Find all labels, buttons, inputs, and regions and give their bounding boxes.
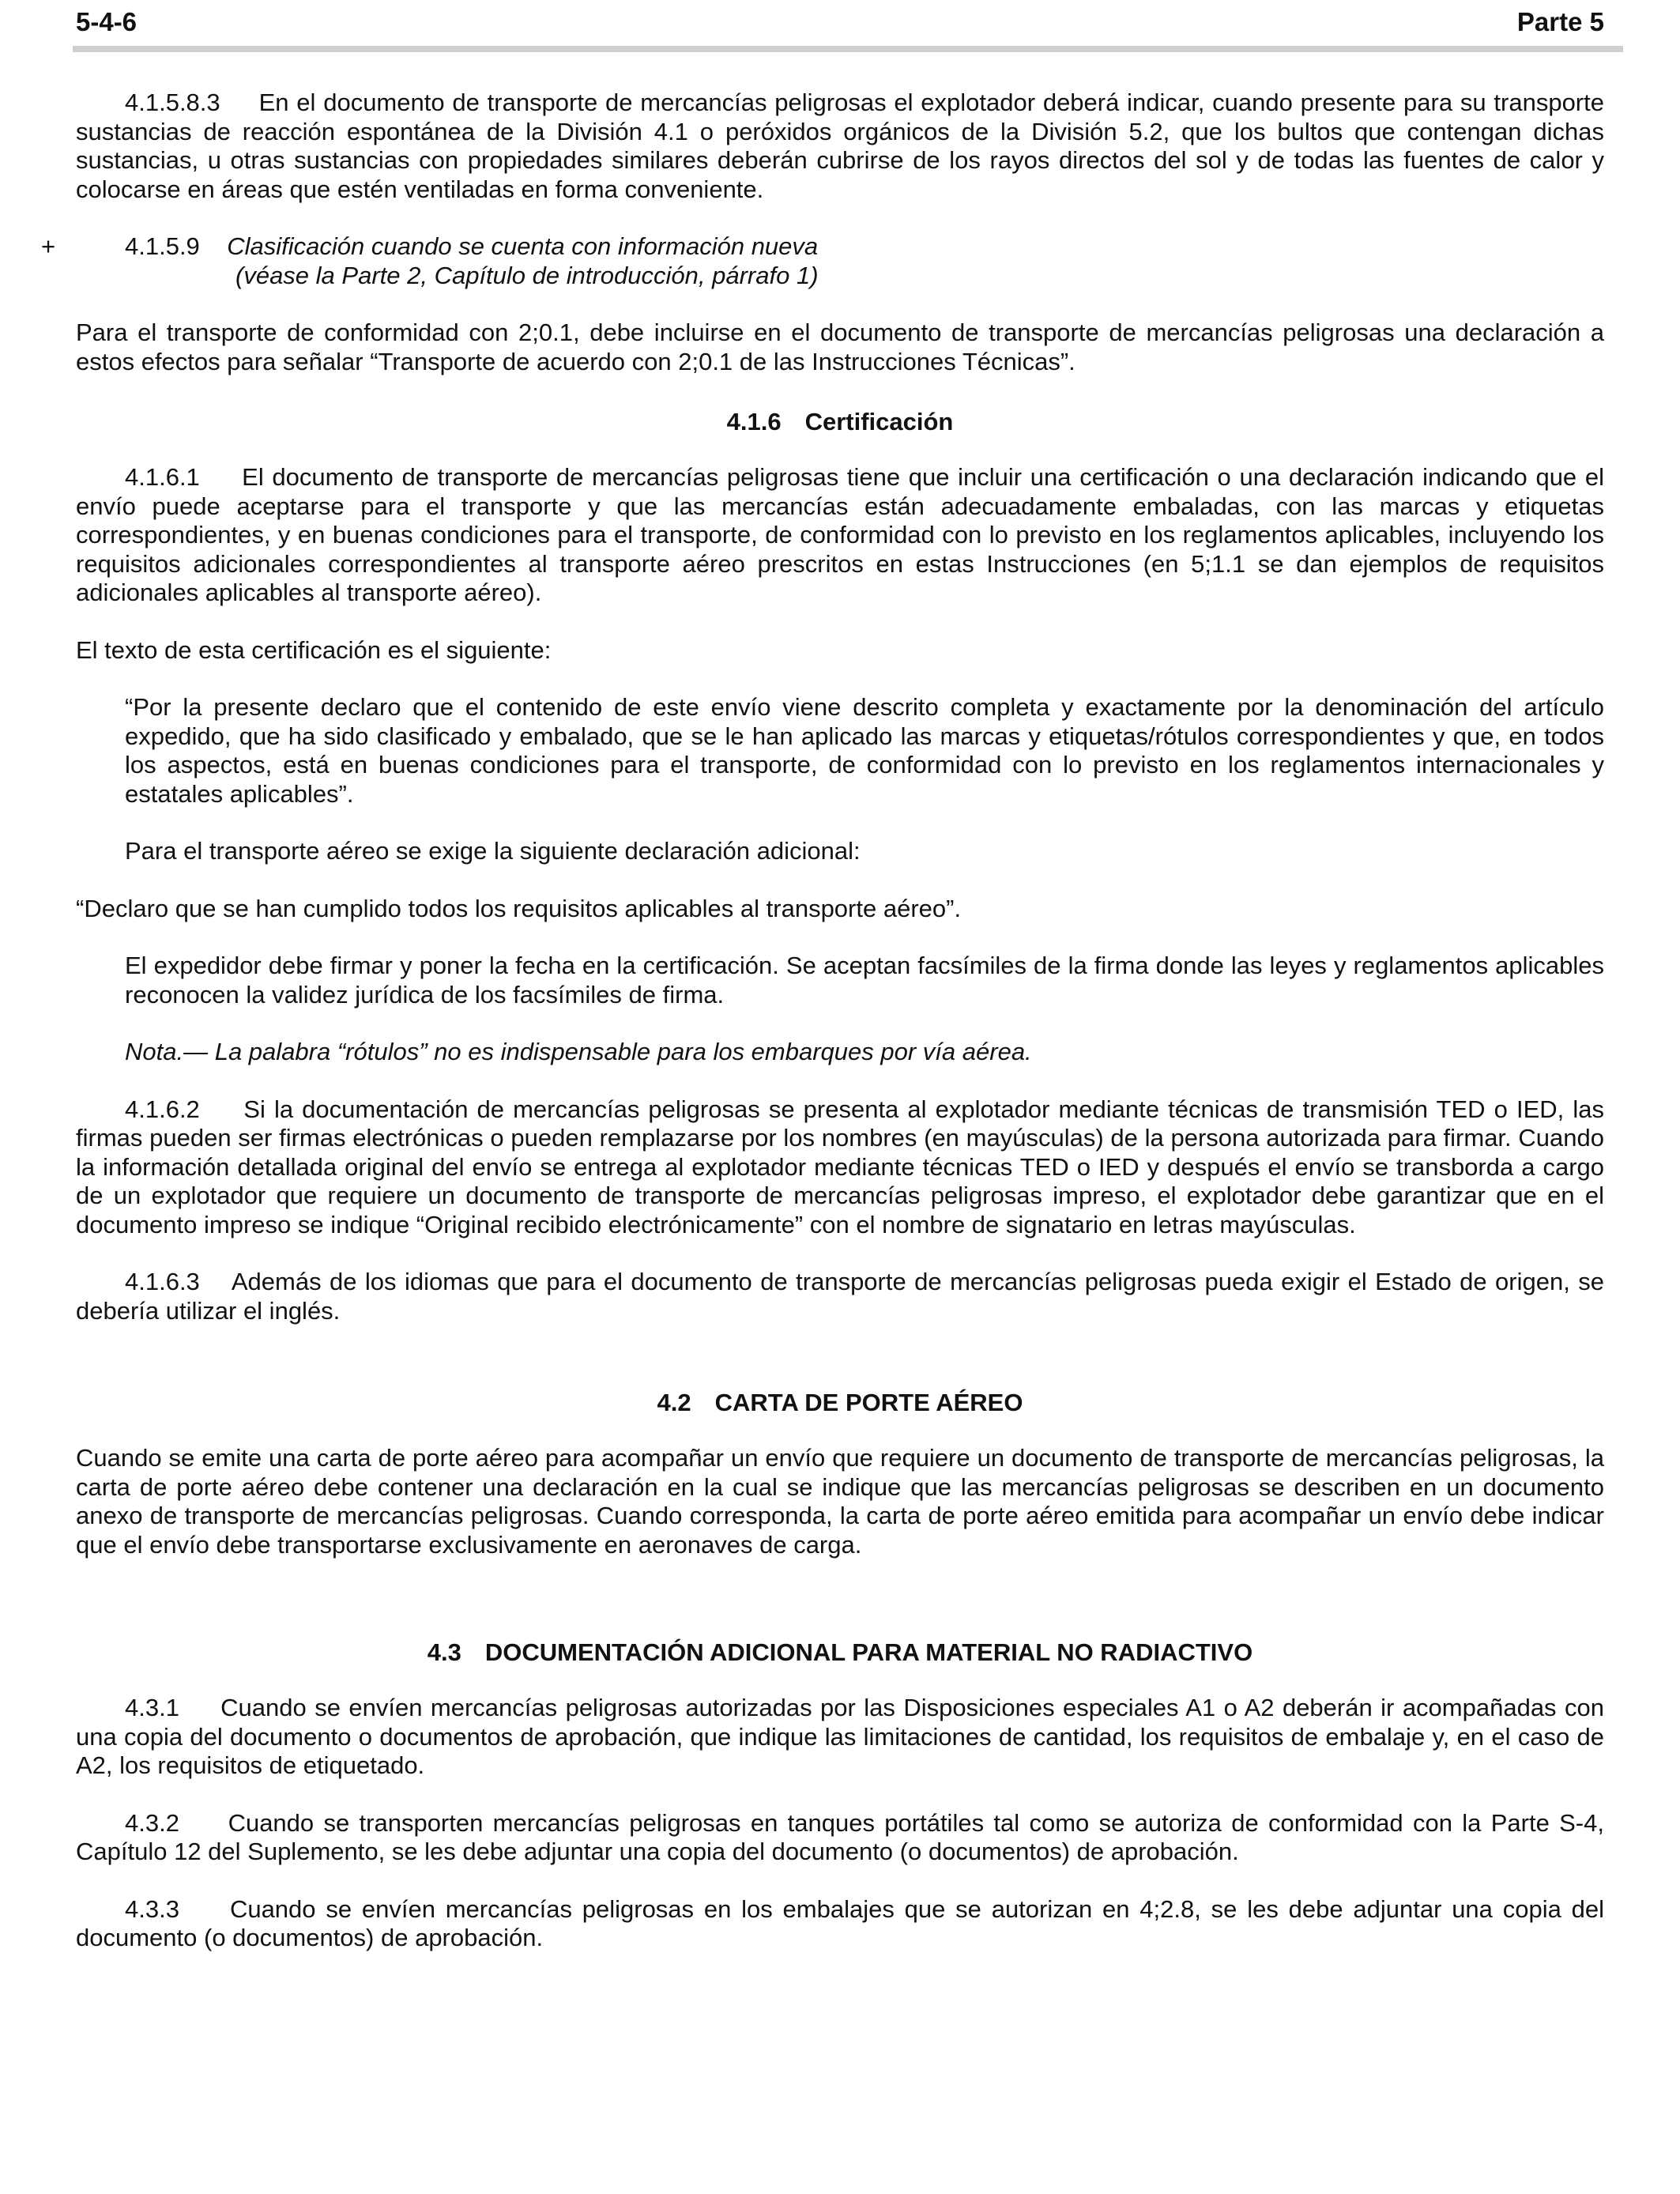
subsection-title-reference: (véase la Parte 2, Capítulo de introducción, párrafo 1) [235, 261, 819, 289]
paragraph-4-2: Cuando se emite una carta de porte aéreo para acompañar un envío que requiere un documento de transporte de mercancías peligrosas, la carta de porte aéreo debe contener una declaración en la cual se indique que las mercancías peligrosas se describen en un documento anexo de transporte de mercancías peligrosas. Cuando corresponda, la carta de porte aéreo emitida para acompañar un envío debe indicar que el envío debe transportarse exclusivamente en aeronaves de carga. [76, 1444, 1604, 1559]
header-rule [73, 46, 1623, 52]
subsection-title: Clasificación cuando se cuenta con información nueva [227, 232, 819, 260]
subsection-heading-4-1-5-9 [41, 232, 1604, 290]
section-title: CARTA DE PORTE AÉREO [714, 1389, 1023, 1416]
paragraph-number: 4.1.5.8.3 [125, 89, 220, 116]
additional-declaration: “Declaro que se han cumplido todos los requisitos aplicables al transporte aéreo”. [76, 894, 962, 922]
paragraph-4-3-3 [76, 1895, 1604, 1953]
section-title: DOCUMENTACIÓN ADICIONAL PARA MATERIAL NO RADIACTIVO [484, 1638, 1253, 1666]
certification-quote: “Por la presente declaro que el contenido de este envío viene descrito completa y exactamente por la denominación del artículo expedido, que ha sido clasificado y embalado, que se le han aplicado las marcas y etiquetas/rótulos correspondientes y que, en todos los aspectos, está en buenas condiciones para el transporte, de conformidad con lo previsto en los reglamentos internacionales y estatales aplicables”. [125, 693, 1604, 808]
certification-intro: El texto de esta certificación es el siguiente: [76, 635, 552, 664]
paragraph-text: Además de los idiomas que para el documento de transporte de mercancías peligrosas pueda exigir el Estado de origen, se debería utilizar el inglés. [76, 1268, 1604, 1325]
page-header [76, 5, 1604, 40]
paragraph-number: 4.3.2 [125, 1808, 179, 1837]
section-number: 4.2 [657, 1389, 691, 1416]
paragraph-4-1-5-8-3 [76, 89, 1604, 204]
revision-marker: + [41, 232, 56, 260]
section-heading-4-1-6 [76, 408, 1604, 436]
paragraph-4-1-6-1 [76, 463, 1604, 608]
section-heading-4-2 [76, 1389, 1604, 1417]
paragraph-number: 4.1.6.2 [125, 1095, 200, 1123]
paragraph-text: Cuando se envíen mercancías peligrosas en los embalajes que se autorizan en 4;2.8, se les debe adjuntar una copia del documento (o documentos) de aprobación. [76, 1894, 1604, 1951]
paragraph-4-1-6-3 [76, 1268, 1604, 1325]
paragraph-number: 4.3.3 [125, 1894, 179, 1923]
signature-paragraph: El expedidor debe firmar y poner la fecha en la certificación. Se aceptan facsímiles de la firma donde las leyes y reglamentos aplicables reconocen la validez jurídica de los facsímiles de firma. [125, 952, 1604, 1008]
paragraph-number: 4.1.6.1 [125, 463, 200, 491]
section-number: 4.3 [427, 1638, 461, 1666]
additional-declaration-intro: Para el transporte aéreo se exige la siguiente declaración adicional: [125, 837, 861, 865]
page-number: 5-4-6 [76, 7, 137, 36]
paragraph-number: 4.1.6.3 [125, 1268, 200, 1295]
section-heading-4-3 [76, 1638, 1604, 1667]
document-body [41, 89, 1604, 1981]
paragraph-4-3-2 [76, 1809, 1604, 1867]
paragraph-text: Si la documentación de mercancías peligrosas se presenta al explotador mediante técnicas de transmisión TED o IED, las firmas pueden ser firmas electrónicas o pueden remplazarse por los nombres (en mayúsculas) de la persona autorizada para firmar. Cuando la información detallada original del envío se entrega al explotador mediante técnicas TED o IED y después el envío se transborda a cargo de un explotador que requiere un documento de transporte de mercancías peligrosas impreso, el explotador debe garantizar que en el documento impreso se indique “Original recibido electrónicamente” con el nombre de signatario en letras mayúsculas. [76, 1095, 1604, 1238]
paragraph-text: Cuando se transporten mercancías peligrosas en tanques portátiles tal como se autoriza de conformidad con la Parte S-4, Capítulo 12 del Suplemento, se les debe adjuntar una copia del documento (o documentos) de aprobación. [76, 1808, 1604, 1865]
paragraph-4-1-6-2 [76, 1095, 1604, 1240]
section-title: Certificación [804, 408, 954, 435]
paragraph-4-3-1 [76, 1694, 1604, 1781]
subsection-number: 4.1.5.9 [125, 232, 200, 260]
note: Nota.— La palabra “rótulos” no es indispensable para los embarques por vía aérea. [125, 1038, 1032, 1065]
paragraph-text: En el documento de transporte de mercancías peligrosas el explotador deberá indicar, cuando presente para su transporte sustancias de reacción espontánea de la División 4.1 o peróxidos orgánicos de la División 5.2, que los bultos que contengan dichas sustancias, u otras sustancias con propiedades similares deberán cubrirse de los rayos directos del sol y de todas las fuentes de calor y colocarse en áreas que estén ventiladas en forma conveniente. [76, 89, 1604, 203]
part-label: Parte 5 [1516, 7, 1604, 36]
section-number: 4.1.6 [726, 408, 782, 435]
paragraph-text: Cuando se envíen mercancías peligrosas autorizadas por las Disposiciones especiales A1 o A2 deberán ir acompañadas con una copia del documento o documentos de aprobación, que indique las limitaciones de cantidad, los requisitos de embalaje y, en el caso de A2, los requisitos de etiquetado. [76, 1694, 1604, 1779]
paragraph-text: El documento de transporte de mercancías peligrosas tiene que incluir una certificación o una declaración indicando que el envío puede aceptarse para el transporte y que las mercancías están adecuadamente embaladas, con las marcas y etiquetas correspondientes, y en buenas condiciones para el transporte, de conformidad con lo previsto en los reglamentos aplicables, incluyendo los requisitos adicionales correspondientes al transporte aéreo prescritos en estas Instrucciones (en 5;1.1 se dan ejemplos de requisitos adicionales aplicables al transporte aéreo). [76, 463, 1604, 606]
paragraph-number: 4.3.1 [125, 1694, 179, 1721]
paragraph-4-1-5-9: Para el transporte de conformidad con 2;0.1, debe incluirse en el documento de transporte de mercancías peligrosas una declaración a estos efectos para señalar “Transporte de acuerdo con 2;0.1 de las Instrucciones Técnicas”. [76, 319, 1604, 375]
